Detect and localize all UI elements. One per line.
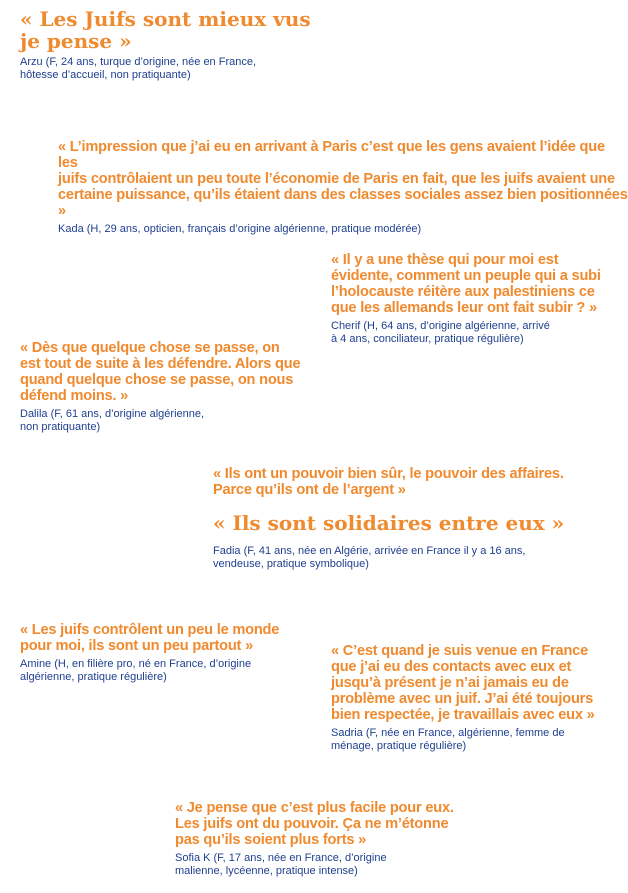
- quote-attribution: Cherif (H, 64 ans, d’origine algérienne, arrivé à 4 ans, conciliateur, pratique régulière): [331, 320, 550, 345]
- quote-text: « Les Juifs sont mieux vus je pense »: [20, 7, 311, 53]
- quote-block-cherif: [331, 252, 601, 346]
- quote-block-arzu: [20, 8, 311, 82]
- quote-block-sadria: [331, 643, 595, 753]
- quote-attribution: Dalila (F, 61 ans, d’origine algérienne, non pratiquante): [20, 408, 205, 433]
- quote-block-sofia: [175, 800, 454, 878]
- quote-text: « L’impression que j’ai eu en arrivant à Paris c’est que les gens avaient l’idée que les juifs contrôlaient un peu toute l’économie de Paris en fait, que les juifs avaient une certaine puissance, qu’ils étaient dans des classes sociales assez bien positionnées »: [58, 139, 628, 219]
- quote-text: « C’est quand je suis venue en France que j’ai eu des contacts avec eux et jusqu’à présent je n’ai jamais eu de problème avec un juif. J’ai été toujours bien respectée, je travaillais avec eux »: [331, 643, 595, 723]
- quote-attribution: Kada (H, 29 ans, opticien, français d’origine algérienne, pratique modérée): [58, 223, 422, 235]
- quote-block-amine: [20, 622, 279, 684]
- quote-attribution: Arzu (F, 24 ans, turque d’origine, née en France, hôtesse d’accueil, non pratiquante): [20, 56, 257, 81]
- quote-text: « Ils ont un pouvoir bien sûr, le pouvoir des affaires. Parce qu’ils ont de l’argent »: [213, 466, 564, 498]
- quote-text: « Je pense que c’est plus facile pour eux. Les juifs ont du pouvoir. Ça ne m’étonne pas qu’ils soient plus forts »: [175, 800, 454, 848]
- quote-block-dalila: [20, 340, 300, 434]
- quote-attribution: Fadia (F, 41 ans, née en Algérie, arrivée en France il y a 16 ans, vendeuse, pratique symbolique): [213, 545, 526, 570]
- quote-text-headline: « Ils sont solidaires entre eux »: [213, 511, 565, 535]
- quote-text: « Il y a une thèse qui pour moi est évidente, comment un peuple qui a subi l’holocauste réitère aux palestiniens ce que les allemands leur ont fait subir ? »: [331, 252, 601, 316]
- quote-block-fadia: [213, 466, 564, 571]
- quote-attribution: Sofia K (F, 17 ans, née en France, d’origine malienne, lycéenne, pratique intense): [175, 852, 387, 877]
- quote-text: « Dès que quelque chose se passe, on est tout de suite à les défendre. Alors que quand quelque chose se passe, on nous défend moins. »: [20, 340, 301, 404]
- quote-text: « Les juifs contrôlent un peu le monde pour moi, ils sont un peu partout »: [20, 622, 280, 654]
- quote-attribution: Sadria (F, née en France, algérienne, femme de ménage, pratique régulière): [331, 727, 565, 752]
- quote-block-kada: [58, 139, 628, 236]
- quote-attribution: Amine (H, en filière pro, né en France, d’origine algérienne, pratique régulière): [20, 658, 252, 683]
